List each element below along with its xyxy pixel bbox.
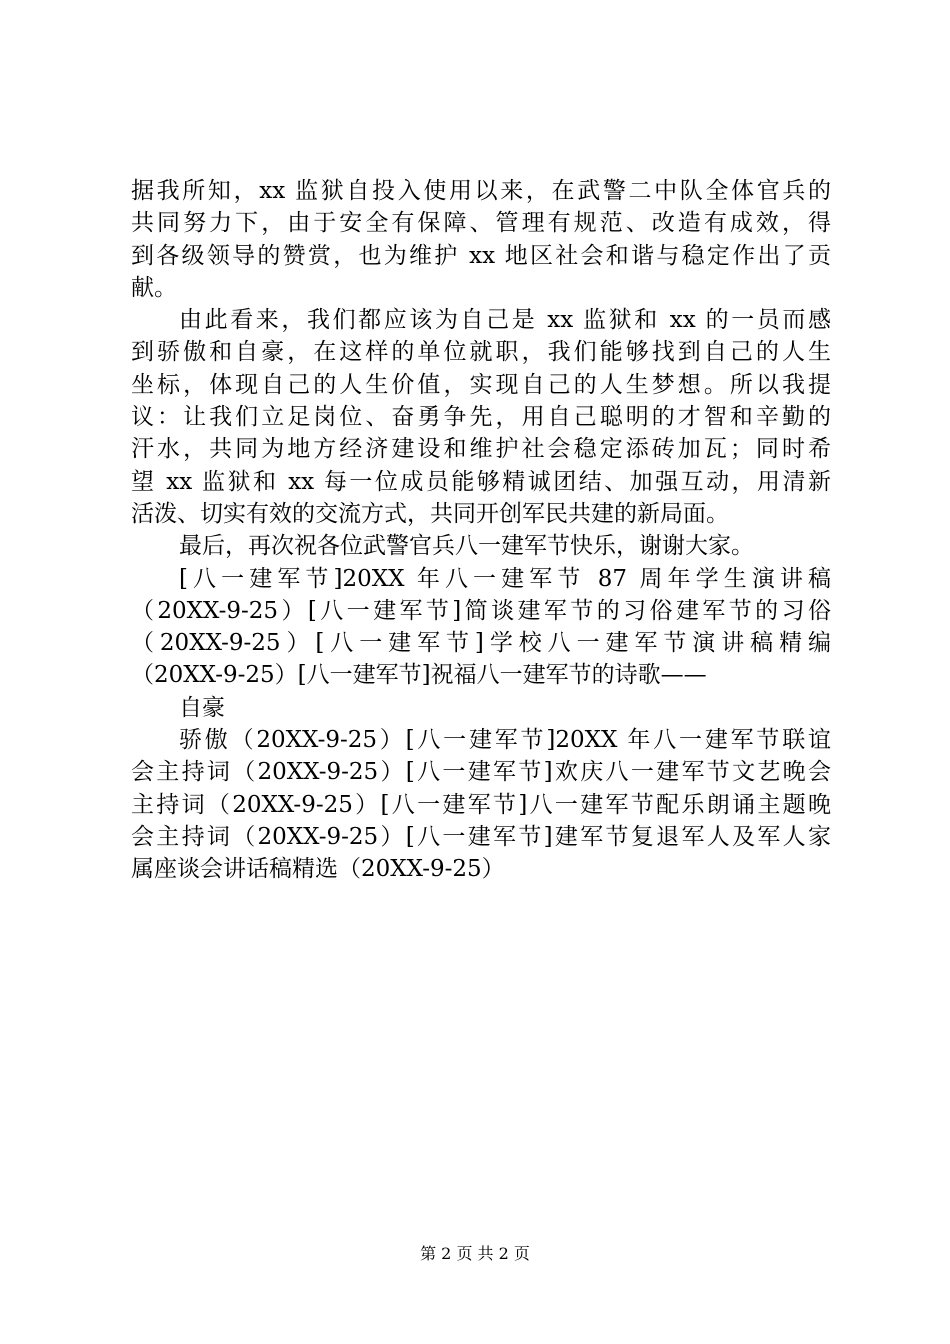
related-articles-line: 主持词（20XX-9-25）[八一建军节]八一建军节配乐朗诵主题晚 [131, 791, 831, 818]
text-line: 到骄傲和自豪，在这样的单位就职，我们能够找到自己的人生 [131, 339, 831, 366]
text-line: 据我所知，xx 监狱自投入使用以来，在武警二中队全体官兵的 [131, 178, 831, 204]
related-articles-line: [八一建军节]20XX 年八一建军节 87 周年学生演讲稿 [179, 565, 831, 592]
page-number-footer: 第 2 页 共 2 页 [420, 1244, 530, 1263]
related-articles-line: 会主持词（20XX-9-25）[八一建军节]欢庆八一建军节文艺晚会 [131, 759, 831, 786]
related-articles-line: 自豪 [179, 694, 225, 721]
related-articles-line: （20XX-9-25）[八一建军节]简谈建军节的习俗建军节的习俗 [131, 597, 831, 624]
text-line: 共同努力下，由于安全有保障、管理有规范、改造有成效，得 [131, 210, 831, 237]
related-articles-line: 属座谈会讲话稿精选（20XX-9-25） [131, 856, 505, 883]
text-line: 活泼、切实有效的交流方式，共同开创军民共建的新局面。 [131, 500, 729, 527]
text-line: 献。 [131, 274, 177, 301]
related-articles-line: （20XX-9-25）[八一建军节]学校八一建军节演讲稿精编 [131, 630, 831, 657]
text-line: 望 xx 监狱和 xx 每一位成员能够精诚团结、加强互动，用清新 [131, 468, 831, 495]
related-articles-line: 骄傲（20XX-9-25）[八一建军节]20XX 年八一建军节联谊 [179, 727, 831, 754]
related-articles-line: 会主持词（20XX-9-25）[八一建军节]建军节复退军人及军人家 [131, 823, 831, 850]
text-line: 坐标，体现自己的人生价值，实现自己的人生梦想。所以我提 [131, 371, 831, 398]
related-articles-line: （20XX-9-25）[八一建军节]祝福八一建军节的诗歌—— [131, 662, 707, 689]
paragraph-start-line: 最后，再次祝各位武警官兵八一建军节快乐，谢谢大家。 [179, 533, 754, 560]
document-body [131, 175, 831, 886]
text-line: 议：让我们立足岗位、奋勇争先，用自己聪明的才智和辛勤的 [131, 404, 831, 431]
paragraph-start-line: 由此看来，我们都应该为自己是 xx 监狱和 xx 的一员而感 [179, 307, 831, 334]
text-line: 汗水，共同为地方经济建设和维护社会稳定添砖加瓦；同时希 [131, 436, 831, 463]
text-line: 到各级领导的赞赏，也为维护 xx 地区社会和谐与稳定作出了贡 [131, 242, 831, 269]
